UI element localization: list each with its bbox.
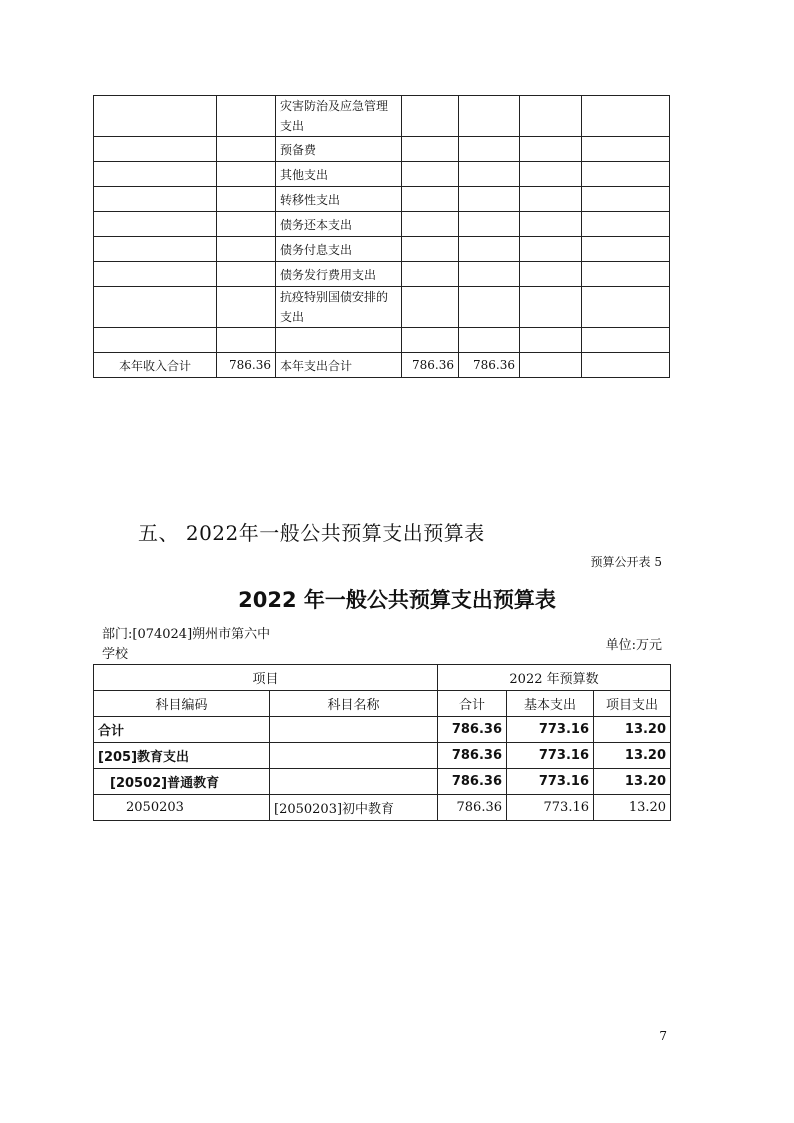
empty-cell — [582, 212, 670, 237]
empty-cell — [582, 353, 670, 378]
empty-cell — [520, 353, 582, 378]
empty-cell — [582, 187, 670, 212]
empty-cell — [217, 162, 276, 187]
empty-cell — [217, 262, 276, 287]
empty-cell — [217, 137, 276, 162]
empty-cell — [217, 328, 276, 353]
expense-item-label: 预备费 — [276, 137, 402, 162]
expense-total-value-2: 786.36 — [459, 353, 520, 378]
empty-cell — [459, 237, 520, 262]
empty-cell — [459, 187, 520, 212]
empty-cell — [402, 328, 459, 353]
empty-cell — [520, 96, 582, 137]
subheader-row — [94, 691, 671, 717]
table-row — [94, 237, 670, 262]
empty-cell — [94, 137, 217, 162]
budget-expenditure-table — [93, 664, 671, 821]
row-name: [2050203]初中教育 — [270, 795, 438, 821]
empty-cell — [520, 162, 582, 187]
empty-cell — [94, 262, 217, 287]
row-code: [20502]普通教育 — [94, 769, 270, 795]
empty-cell — [582, 328, 670, 353]
column-header-project: 项目支出 — [594, 691, 671, 717]
table-row — [94, 212, 670, 237]
income-expense-summary-table — [93, 95, 670, 378]
empty-cell — [520, 187, 582, 212]
empty-cell — [217, 287, 276, 328]
empty-cell — [459, 96, 520, 137]
page-number: 7 — [659, 1029, 667, 1043]
expense-total-label: 本年支出合计 — [276, 353, 402, 378]
page-title: 2022 年一般公共预算支出预算表 — [238, 588, 556, 612]
header-row — [94, 665, 671, 691]
empty-cell — [582, 262, 670, 287]
empty-cell — [217, 96, 276, 137]
empty-cell — [402, 237, 459, 262]
row-basic: 773.16 — [507, 795, 594, 821]
empty-cell — [520, 137, 582, 162]
empty-cell — [520, 287, 582, 328]
row-total: 786.36 — [438, 717, 507, 743]
header-budget: 2022 年预算数 — [438, 665, 671, 691]
income-total-value: 786.36 — [217, 353, 276, 378]
expense-item-label: 债务还本支出 — [276, 212, 402, 237]
total-row — [94, 353, 670, 378]
empty-cell — [582, 237, 670, 262]
column-header-name: 科目名称 — [270, 691, 438, 717]
row-project: 13.20 — [594, 769, 671, 795]
table-row — [94, 162, 670, 187]
column-header-basic: 基本支出 — [507, 691, 594, 717]
table-row — [94, 795, 671, 821]
expense-item-label: 转移性支出 — [276, 187, 402, 212]
table-row — [94, 96, 670, 137]
expense-item-label: 债务发行费用支出 — [276, 262, 402, 287]
empty-cell — [520, 262, 582, 287]
column-header-code: 科目编码 — [94, 691, 270, 717]
table-number: 预算公开表 5 — [590, 555, 662, 569]
table-row — [94, 137, 670, 162]
expense-item-label: 灾害防治及应急管理支出 — [276, 96, 402, 137]
empty-cell — [582, 96, 670, 137]
row-basic: 773.16 — [507, 743, 594, 769]
empty-cell — [459, 287, 520, 328]
expense-item-label: 债务付息支出 — [276, 237, 402, 262]
row-project: 13.20 — [594, 717, 671, 743]
expense-item-label: 抗疫特别国债安排的支出 — [276, 287, 402, 328]
empty-cell — [402, 187, 459, 212]
empty-cell — [217, 212, 276, 237]
empty-cell — [459, 137, 520, 162]
expense-item-label — [276, 328, 402, 353]
empty-cell — [402, 96, 459, 137]
row-code: 2050203 — [94, 795, 270, 821]
empty-cell — [94, 237, 217, 262]
empty-cell — [582, 137, 670, 162]
expense-total-value: 786.36 — [402, 353, 459, 378]
empty-cell — [402, 212, 459, 237]
empty-cell — [459, 262, 520, 287]
table-row — [94, 262, 670, 287]
section-heading: 五、 2022年一般公共预算支出预算表 — [138, 521, 485, 545]
row-name — [270, 769, 438, 795]
empty-cell — [520, 328, 582, 353]
row-basic: 773.16 — [507, 717, 594, 743]
table-row — [94, 187, 670, 212]
empty-cell — [520, 212, 582, 237]
empty-cell — [402, 137, 459, 162]
empty-cell — [459, 212, 520, 237]
table-row — [94, 328, 670, 353]
row-project: 13.20 — [594, 795, 671, 821]
empty-cell — [402, 287, 459, 328]
table-row — [94, 717, 671, 743]
header-item: 项目 — [94, 665, 438, 691]
empty-cell — [520, 237, 582, 262]
row-name — [270, 717, 438, 743]
empty-cell — [582, 287, 670, 328]
row-total: 786.36 — [438, 795, 507, 821]
empty-cell — [94, 212, 217, 237]
empty-cell — [459, 162, 520, 187]
empty-cell — [402, 262, 459, 287]
empty-cell — [94, 96, 217, 137]
empty-cell — [217, 187, 276, 212]
empty-cell — [582, 162, 670, 187]
unit-label: 单位:万元 — [605, 638, 662, 653]
row-project: 13.20 — [594, 743, 671, 769]
row-name — [270, 743, 438, 769]
empty-cell — [459, 328, 520, 353]
column-header-total: 合计 — [438, 691, 507, 717]
income-total-label: 本年收入合计 — [94, 353, 217, 378]
table-row — [94, 287, 670, 328]
row-code: 合计 — [94, 717, 270, 743]
row-total: 786.36 — [438, 769, 507, 795]
empty-cell — [94, 328, 217, 353]
empty-cell — [94, 162, 217, 187]
empty-cell — [402, 162, 459, 187]
table-row — [94, 769, 671, 795]
department-label: 部门:[074024]朔州市第六中学校 — [102, 627, 271, 662]
expense-item-label: 其他支出 — [276, 162, 402, 187]
empty-cell — [94, 287, 217, 328]
row-total: 786.36 — [438, 743, 507, 769]
table-row — [94, 743, 671, 769]
empty-cell — [94, 187, 217, 212]
row-code: [205]教育支出 — [94, 743, 270, 769]
empty-cell — [217, 237, 276, 262]
row-basic: 773.16 — [507, 769, 594, 795]
